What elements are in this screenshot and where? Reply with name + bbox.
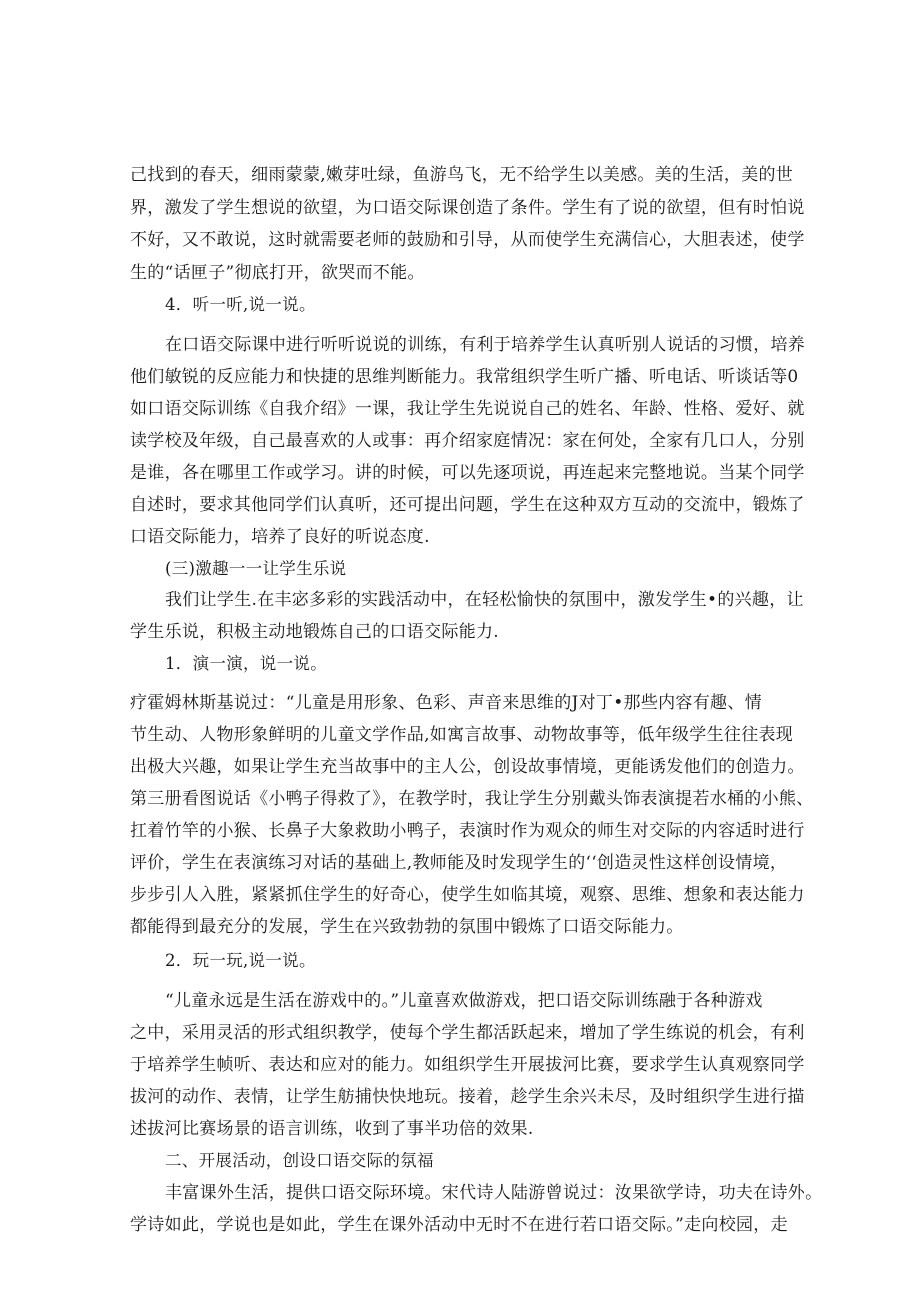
paragraph-line: 于培养学生帧听、表达和应对的能力。如组织学生开展拔河比赛，要求学生认真观察同学 xyxy=(130,1055,805,1075)
section-heading: 1．演一演，说一说。 xyxy=(165,654,327,673)
paragraph-line: 都能得到最充分的发展，学生在兴致勃勃的氛围中锻炼了口语交际能力。 xyxy=(130,917,684,937)
paragraph-line: 出极大兴趣，如果让学生充当故事中的主人公，创设故事情境，更能诱发他们的创造力。 xyxy=(130,757,805,777)
section-heading: 4．听一听,说一说。 xyxy=(165,295,316,314)
paragraph-line: 学诗如此，学说也是如此，学生在课外活动中无时不在进行若口语交际。”走向校园，走 xyxy=(130,1215,788,1235)
paragraph-line: 生的“话匣子”彻底打开，欲哭而不能。 xyxy=(130,263,425,283)
paragraph-line: 之中，采用灵活的形式组织教学，使每个学生都活跃起来，增加了学生练说的机会，有利 xyxy=(130,1023,805,1043)
paragraph-line: 拔河的动作、表情，让学生舫捕快快地玩。接着，趁学生余兴未尽，及时组织学生进行描 xyxy=(130,1087,805,1107)
paragraph-line: 是谁，各在哪里工作或学习。讲的时候，可以先逐项说，再连起来完整地说。当某个同学 xyxy=(130,463,805,483)
paragraph-line: 自述时，要求其他同学们认真听，还可提出问题，学生在这种双方互动的交流中，锻炼了 xyxy=(130,495,805,515)
paragraph-line: 疗霍姆林斯基说过：“儿童是用形象、色彩、声音来思维的J对丁•那些内容有趣、情 xyxy=(130,693,762,713)
paragraph-line: 在口语交际课中进行听听说说的训练，有利于培养学生认真听别人说话的习惯，培养 xyxy=(165,335,806,355)
section-heading: (三)激趣一一让学生乐说 xyxy=(165,559,347,578)
paragraph-line: 己找到的春天，细雨蒙蒙,嫩芽吐绿，鱼游鸟飞，无不给学生以美感。美的生活，美的世 xyxy=(130,165,794,185)
paragraph-line: 学生乐说，积极主动地锻炼自己的口语交际能力. xyxy=(130,622,500,642)
paragraph-line: 节生动、人物形象鲜明的儿童文学作品,如寓言故事、动物故事等，低年级学生往往表现 xyxy=(130,725,794,745)
paragraph-line: 我们让学生.在丰宓多彩的实践活动中，在轻松愉快的氛围中，激发学生•的兴趣，让 xyxy=(165,590,804,610)
paragraph-line: 步步引人入胜，紧紧抓住学生的好奇心，使学生如临其境，观察、思维、想象和表达能力 xyxy=(130,885,805,905)
paragraph-line: 界，激发了学生想说的欲望，为口语交际课创造了条件。学生有了说的欲望，但有时怕说 xyxy=(130,198,805,218)
paragraph-line: 他们敏锐的反应能力和快捷的思维判断能力。我常组织学生听广播、听电话、听谈话等0 xyxy=(130,367,799,387)
paragraph-line: 述拔河比赛场景的语言训练，收到了事半功倍的效果. xyxy=(130,1119,534,1139)
paragraph-line: 第三册看图说话《小鸭子得救了》，在教学时，我让学生分别戴头饰表演提若水桶的小熊、 xyxy=(130,789,814,809)
paragraph-line: 读学校及年级，自己最喜欢的人或事：再介绍家庭情况：家在何处，全家有几口人，分别 xyxy=(130,431,805,451)
paragraph-line: “儿童永远是生活在游戏中的。”儿童喜欢做游戏，把口语交际训练融于各种游戏 xyxy=(165,991,763,1011)
paragraph-line: 口语交际能力，培养了良好的听说态度. xyxy=(130,527,430,547)
paragraph-line: 如口语交际训练《自我介绍》一课，我让学生先说说自己的姓名、年龄、性格、爱好、就 xyxy=(130,399,805,419)
paragraph-line: 扛着竹竿的小猴、长鼻子大象救助小鸭子，表演时作为观众的师生对交际的内容适时进行 xyxy=(130,821,805,841)
section-heading: 2．玩一玩,说一说。 xyxy=(165,951,316,970)
paragraph-line: 不好，又不敢说，这时就需要老师的鼓励和引导，从而使学生充满信心，大胆表述，使学 xyxy=(130,230,805,250)
section-heading: 二、开展活动，创设口语交际的氛福 xyxy=(165,1151,434,1170)
paragraph-line: 评价，学生在表演练习对话的基础上,教师能及时发现学生的‘‘创造灵性这样创设情境， xyxy=(130,853,788,873)
paragraph-line: 丰富课外生活，提供口语交际环境。宋代诗人陆游曾说过：汝果欲学诗，功夫在诗外。 xyxy=(165,1183,823,1203)
